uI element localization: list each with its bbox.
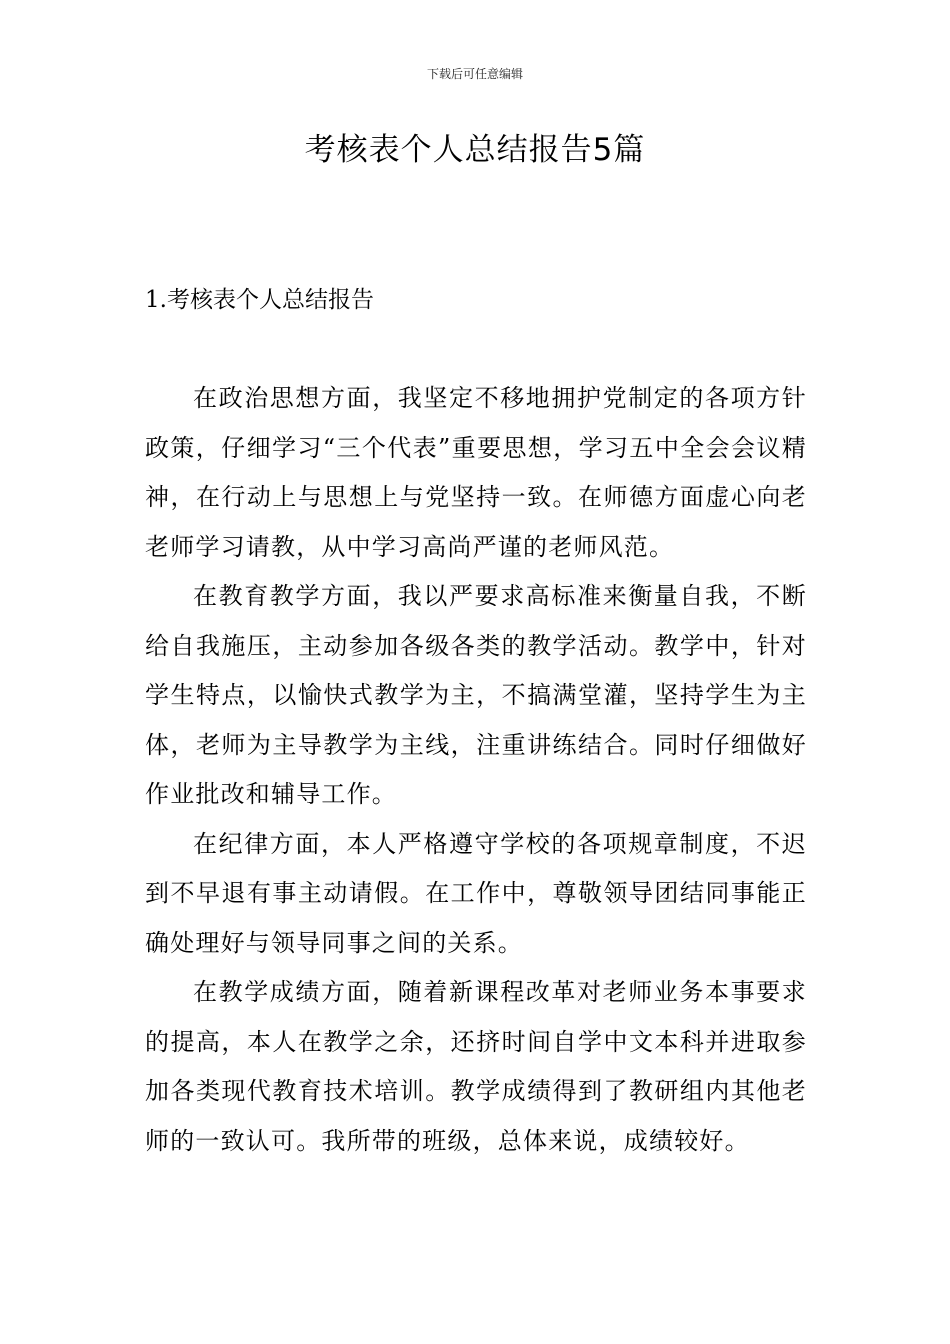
section-heading: 1.考核表个人总结报告 [145,287,374,313]
document-title: 考核表个人总结报告5篇 [304,132,646,168]
paragraph-results: 在教学成绩方面，随着新课程改革对老师业务本事要求的提高，本人在教学之余，还挤时间自学中文本科并进取参加各类现代教育技术培训。教学成绩得到了教研组内其他老师的一致认可。我所带的班级，总体来说，成绩较好。 [145,978,807,1155]
paragraph-politics: 在政治思想方面，我坚定不移地拥护党制定的各项方针政策，仔细学习“三个代表”重要思想，学习五中全会会议精神，在行动上与思想上与党坚持一致。在师德方面虚心向老老师学习请教，从中学习高尚严谨的老师风范。 [145,384,807,561]
paragraph-teaching: 在教育教学方面，我以严要求高标准来衡量自我，不断给自我施压，主动参加各级各类的教学活动。教学中，针对学生特点，以愉快式教学为主，不搞满堂灌，坚持学生为主体，老师为主导教学为主线，注重讲练结合。同时仔细做好作业批改和辅导工作。 [145,582,807,808]
paragraph-discipline: 在纪律方面，本人严格遵守学校的各项规章制度，不迟到不早退有事主动请假。在工作中，尊敬领导团结同事能正确处理好与领导同事之间的关系。 [145,829,807,957]
header-note: 下载后可任意编辑 [426,67,523,81]
body-text [145,374,807,1166]
